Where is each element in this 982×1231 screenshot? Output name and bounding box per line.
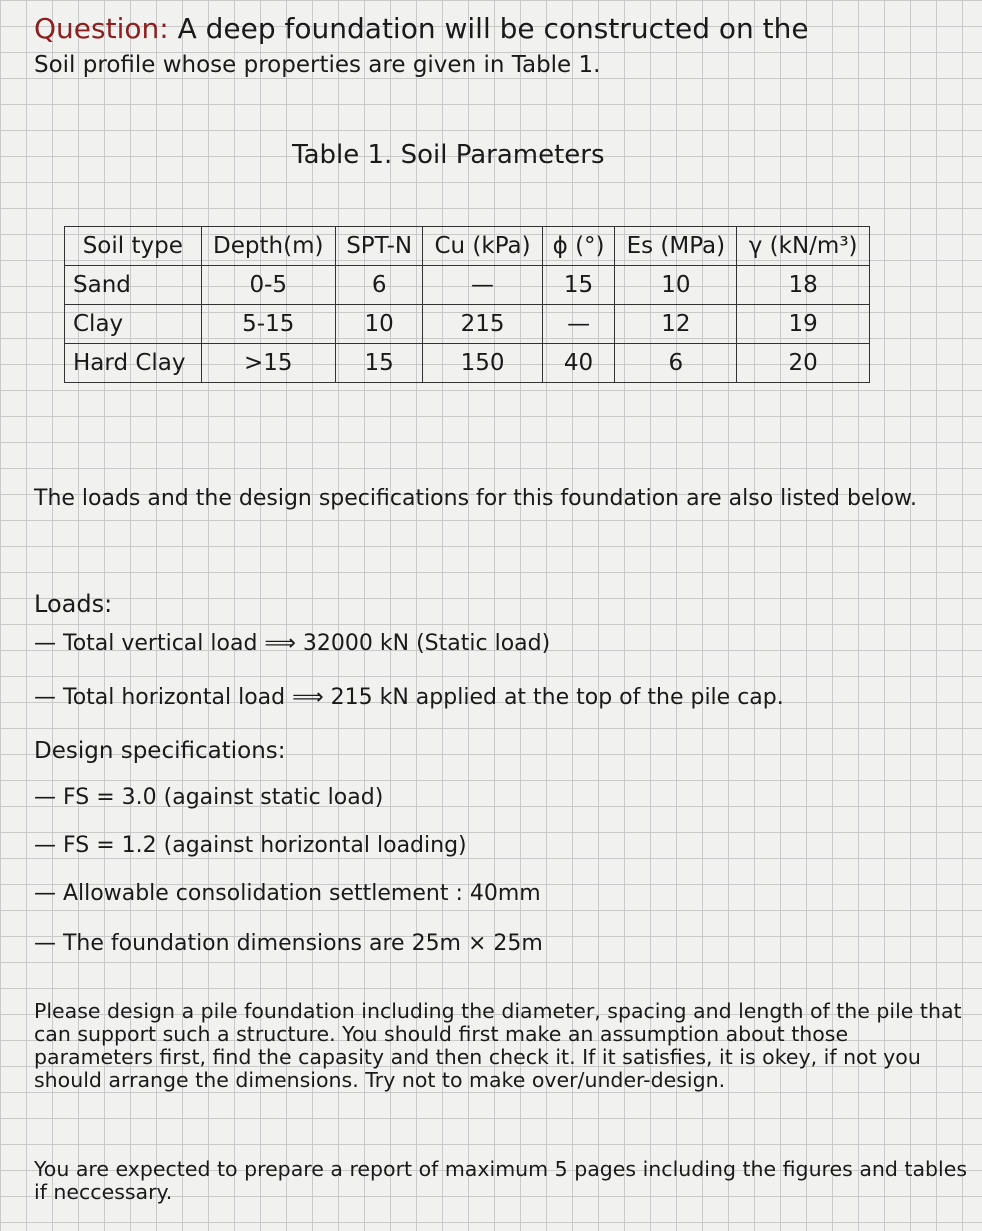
table-cell: 150 xyxy=(423,344,542,383)
header-gamma: γ (kN/m³) xyxy=(737,227,870,266)
loads-heading: Loads: xyxy=(34,590,113,618)
task-paragraph: Please design a pile foundation including the diameter, spacing and length of the pile that can support such a structure. You should first make an assumption about those parameters first, find the capasity and then check it. If it satisfies, it is okey, if not you should arrange the dimensions. Try not to make over/under-design. xyxy=(34,999,962,1092)
load-item: — Total vertical load ⟹ 32000 kN (Static load) xyxy=(34,631,551,656)
table-cell: 10 xyxy=(335,305,422,344)
question-heading xyxy=(34,14,964,44)
table-cell: 5-15 xyxy=(201,305,335,344)
table-row xyxy=(65,305,870,344)
header-soil-type: Soil type xyxy=(65,227,202,266)
design-heading: Design specifications: xyxy=(34,738,286,764)
header-phi: ϕ (°) xyxy=(542,227,615,266)
table-cell: 40 xyxy=(542,344,615,383)
design-item: — FS = 1.2 (against horizontal loading) xyxy=(34,833,467,858)
table-caption: Table 1. Soil Parameters xyxy=(292,140,605,170)
table-header-row xyxy=(65,227,870,266)
soil-parameters-table xyxy=(64,226,870,383)
table-cell: — xyxy=(423,266,542,305)
table-cell: — xyxy=(542,305,615,344)
table-cell: 6 xyxy=(335,266,422,305)
question-line-2: Soil profile whose properties are given in Table 1. xyxy=(34,52,601,78)
table-cell: 0-5 xyxy=(201,266,335,305)
table-cell: Hard Clay xyxy=(65,344,202,383)
table-row xyxy=(65,344,870,383)
question-label: Question: xyxy=(34,12,169,45)
table-cell: 20 xyxy=(737,344,870,383)
question-line-1: A deep foundation will be constructed on the xyxy=(177,12,809,45)
table-cell: 19 xyxy=(737,305,870,344)
table-cell: >15 xyxy=(201,344,335,383)
load-item: — Total horizontal load ⟹ 215 kN applied at the top of the pile cap. xyxy=(34,685,784,710)
table-cell: 18 xyxy=(737,266,870,305)
header-es: Es (MPa) xyxy=(615,227,737,266)
header-depth: Depth(m) xyxy=(201,227,335,266)
report-paragraph: You are expected to prepare a report of maximum 5 pages including the figures and tables if neccessary. xyxy=(34,1157,968,1204)
header-cu: Cu (kPa) xyxy=(423,227,542,266)
table-cell: Sand xyxy=(65,266,202,305)
design-item: — The foundation dimensions are 25m × 25m xyxy=(34,931,543,956)
table-cell: 215 xyxy=(423,305,542,344)
table-row xyxy=(65,266,870,305)
table-cell: 15 xyxy=(335,344,422,383)
intro-text: The loads and the design specifications for this foundation are also listed below. xyxy=(34,486,918,511)
table-cell: 15 xyxy=(542,266,615,305)
design-item: — FS = 3.0 (against static load) xyxy=(34,785,384,810)
table-cell: 10 xyxy=(615,266,737,305)
header-spt-n: SPT-N xyxy=(335,227,422,266)
table-cell: 12 xyxy=(615,305,737,344)
table-cell: 6 xyxy=(615,344,737,383)
design-item: — Allowable consolidation settlement : 40mm xyxy=(34,881,541,906)
table-cell: Clay xyxy=(65,305,202,344)
